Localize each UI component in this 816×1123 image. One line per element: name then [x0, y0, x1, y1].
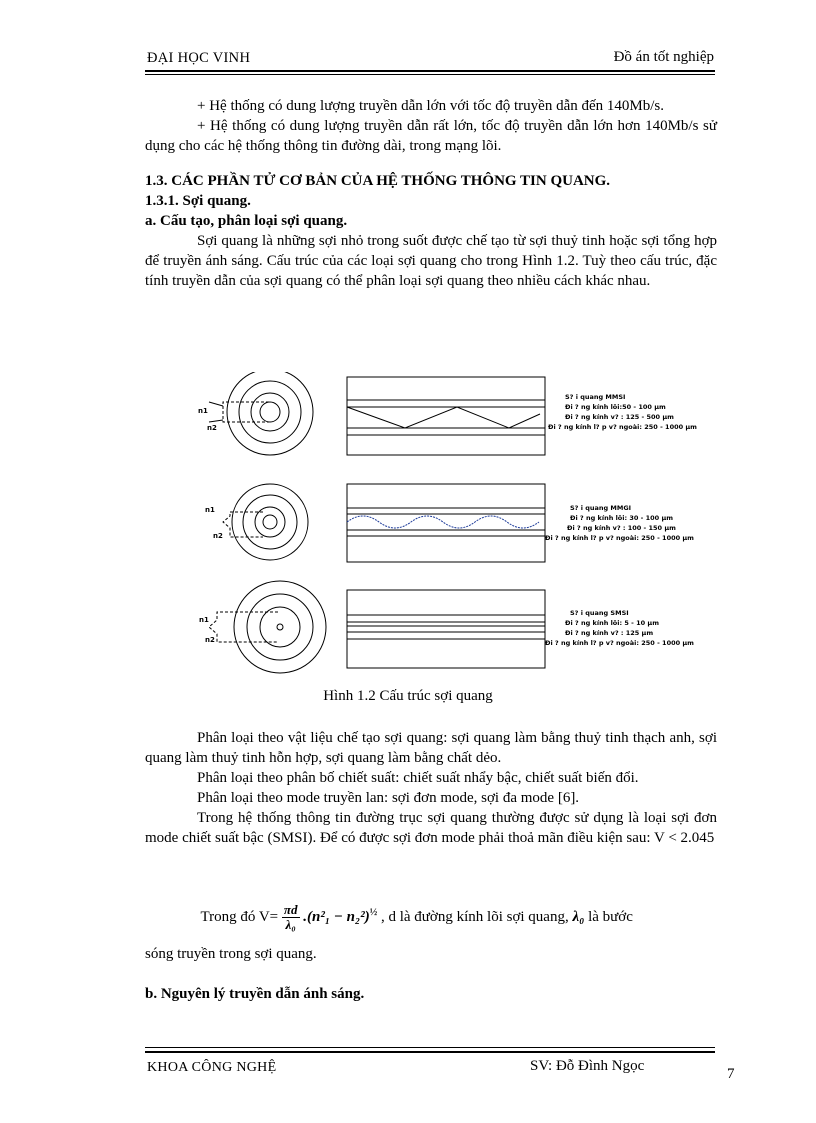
- smsi-label: S? i quang SMSI: [570, 609, 629, 617]
- longitudinal-smsi: [347, 590, 545, 668]
- page-number: 7: [727, 1066, 735, 1082]
- n1-label-2: n1: [205, 506, 215, 514]
- n1-label-1: n1: [198, 407, 208, 415]
- n2-label-1: n2: [207, 424, 217, 432]
- mmsi-cladding: Ði ? ng kính v? : 125 - 500 µm: [565, 413, 674, 421]
- cross-section-mmgi: [223, 484, 308, 560]
- smsi-paragraph: Trong hệ thống thông tin đường trục sợi quang thường được sử dụng là loại sợi đơn mode chiết suất bậc (SMSI). Để có được sợi đơn mode phải thoả mãn điều kiện sau: V < 2.045: [145, 810, 717, 846]
- intro-paragraph: Sợi quang là những sợi nhỏ trong suốt được chế tạo từ sợi thuỷ tinh hoặc sợi tổng hợp để truyền ánh sáng. Cấu trúc của các loại sợi quang cho trong Hình 1.2. Tuỳ theo cấu trúc, đặc tính truyền dẫn của sợi quang có thể phân loại sợi quang theo nhiều cách khác nhau.: [145, 233, 717, 289]
- footer-faculty: KHOA CÔNG NGHỆ: [147, 1060, 277, 1075]
- header-document-type: Đồ án tốt nghiệp: [613, 49, 714, 65]
- longitudinal-mmgi: [347, 484, 545, 562]
- mmgi-core: Ði ? ng kính lõi: 30 - 100 µm: [570, 514, 674, 522]
- longitudinal-mmsi: [347, 377, 545, 455]
- fiber-mmsi-diagram: [198, 372, 697, 455]
- fiber-smsi-diagram: [199, 581, 694, 673]
- smsi-core: Ði ? ng kính lõi: 5 - 10 µm: [565, 619, 659, 627]
- formula-tail: là bước: [588, 908, 633, 925]
- bullet-paragraph-1: + Hệ thống có dung lượng truyền dẫn lớn với tốc độ truyền dẫn đến 140Mb/s.: [197, 98, 664, 114]
- body-top: [145, 96, 717, 291]
- mmgi-cladding: Ði ? ng kính v? : 100 - 150 µm: [567, 524, 676, 532]
- formula-parenthesis: .(n²₁ − n₂²): [303, 908, 370, 925]
- mmgi-jacket: Ði ? ng kính l? p v? ngoài: 250 - 1000 µm: [545, 534, 694, 542]
- fraction-denominator: λ₀: [285, 917, 296, 932]
- footer-rule-thick: [145, 1051, 715, 1053]
- body-middle: [145, 728, 717, 848]
- mmsi-core: Ði ? ng kính lõi:50 - 100 µm: [565, 403, 666, 411]
- footer-rule-thin: [145, 1047, 715, 1048]
- section-title: 1.3. CÁC PHẦN TỬ CƠ BẢN CỦA HỆ THỐNG THÔNG TIN QUANG.: [145, 173, 611, 189]
- formula-suffix: , d là đường kính lõi sợi quang,: [380, 908, 569, 925]
- smsi-cladding: Ði ? ng kính v? : 125 µm: [565, 629, 654, 637]
- subheading-b: b. Nguyên lý truyền dẫn ánh sáng.: [145, 986, 365, 1002]
- mode-paragraph: Phân loại theo mode truyền lan: sợi đơn mode, sợi đa mode [6].: [197, 790, 580, 806]
- formula-line: [145, 903, 717, 932]
- mmsi-jacket: Ði ? ng kính l? p v? ngoài: 250 - 1000 µm: [548, 423, 697, 431]
- index-paragraph: Phân loại theo phân bố chiết suất: chiết suất nhẩy bậc, chiết suất biến đổi.: [197, 770, 639, 786]
- graded-index-wave: [347, 516, 539, 528]
- cross-section-mmsi: [209, 372, 313, 455]
- body-bottom: [145, 944, 717, 1004]
- mmgi-label: S? i quang MMGI: [570, 504, 632, 512]
- n2-label-3: n2: [205, 636, 215, 644]
- wave-paragraph: sóng truyền trong sợi quang.: [145, 946, 317, 962]
- formula-lambda: λ₀: [572, 908, 585, 925]
- header-rule-thin: [145, 74, 715, 75]
- formula-prefix: Trong đó V=: [200, 908, 279, 925]
- n1-label-3: n1: [199, 616, 209, 624]
- footer-student: SV: Đỗ Đình Ngọc: [530, 1058, 645, 1074]
- subheading-a: a. Cấu tạo, phân loại sợi quang.: [145, 213, 348, 229]
- n2-label-2: n2: [213, 532, 223, 540]
- header-institution: ĐẠI HỌC VINH: [147, 50, 251, 66]
- fiber-structure-figure: [195, 372, 715, 682]
- bullet-paragraph-2: + Hệ thống có dung lượng truyền dẫn rất lớn, tốc độ truyền dẫn lớn hơn 140Mb/s sử dụng cho các hệ thống thông tin đường dài, trong mạng lõi.: [145, 118, 717, 154]
- material-paragraph: Phân loại theo vật liệu chế tạo sợi quang: sợi quang làm bằng thuỷ tinh thạch anh, sợi quang làm thuỷ tinh hỗn hợp, sợi quang làm bằng chất dẻo.: [145, 730, 717, 766]
- fiber-mmgi-diagram: [205, 484, 694, 562]
- smsi-jacket: Ði ? ng kính l? p v? ngoài: 250 - 1000 µm: [545, 639, 694, 647]
- fraction-numerator: πd: [283, 902, 298, 917]
- cross-section-smsi: [209, 581, 326, 673]
- formula-fraction: [282, 903, 300, 932]
- figure-caption: Hình 1.2 Cấu trúc sợi quang: [323, 688, 493, 704]
- mmsi-label: S? i quang MMSI: [565, 393, 626, 401]
- subsection-title: 1.3.1. Sợi quang.: [145, 193, 251, 209]
- header-rule-thick: [145, 70, 715, 72]
- formula-exponent: ½: [369, 906, 378, 918]
